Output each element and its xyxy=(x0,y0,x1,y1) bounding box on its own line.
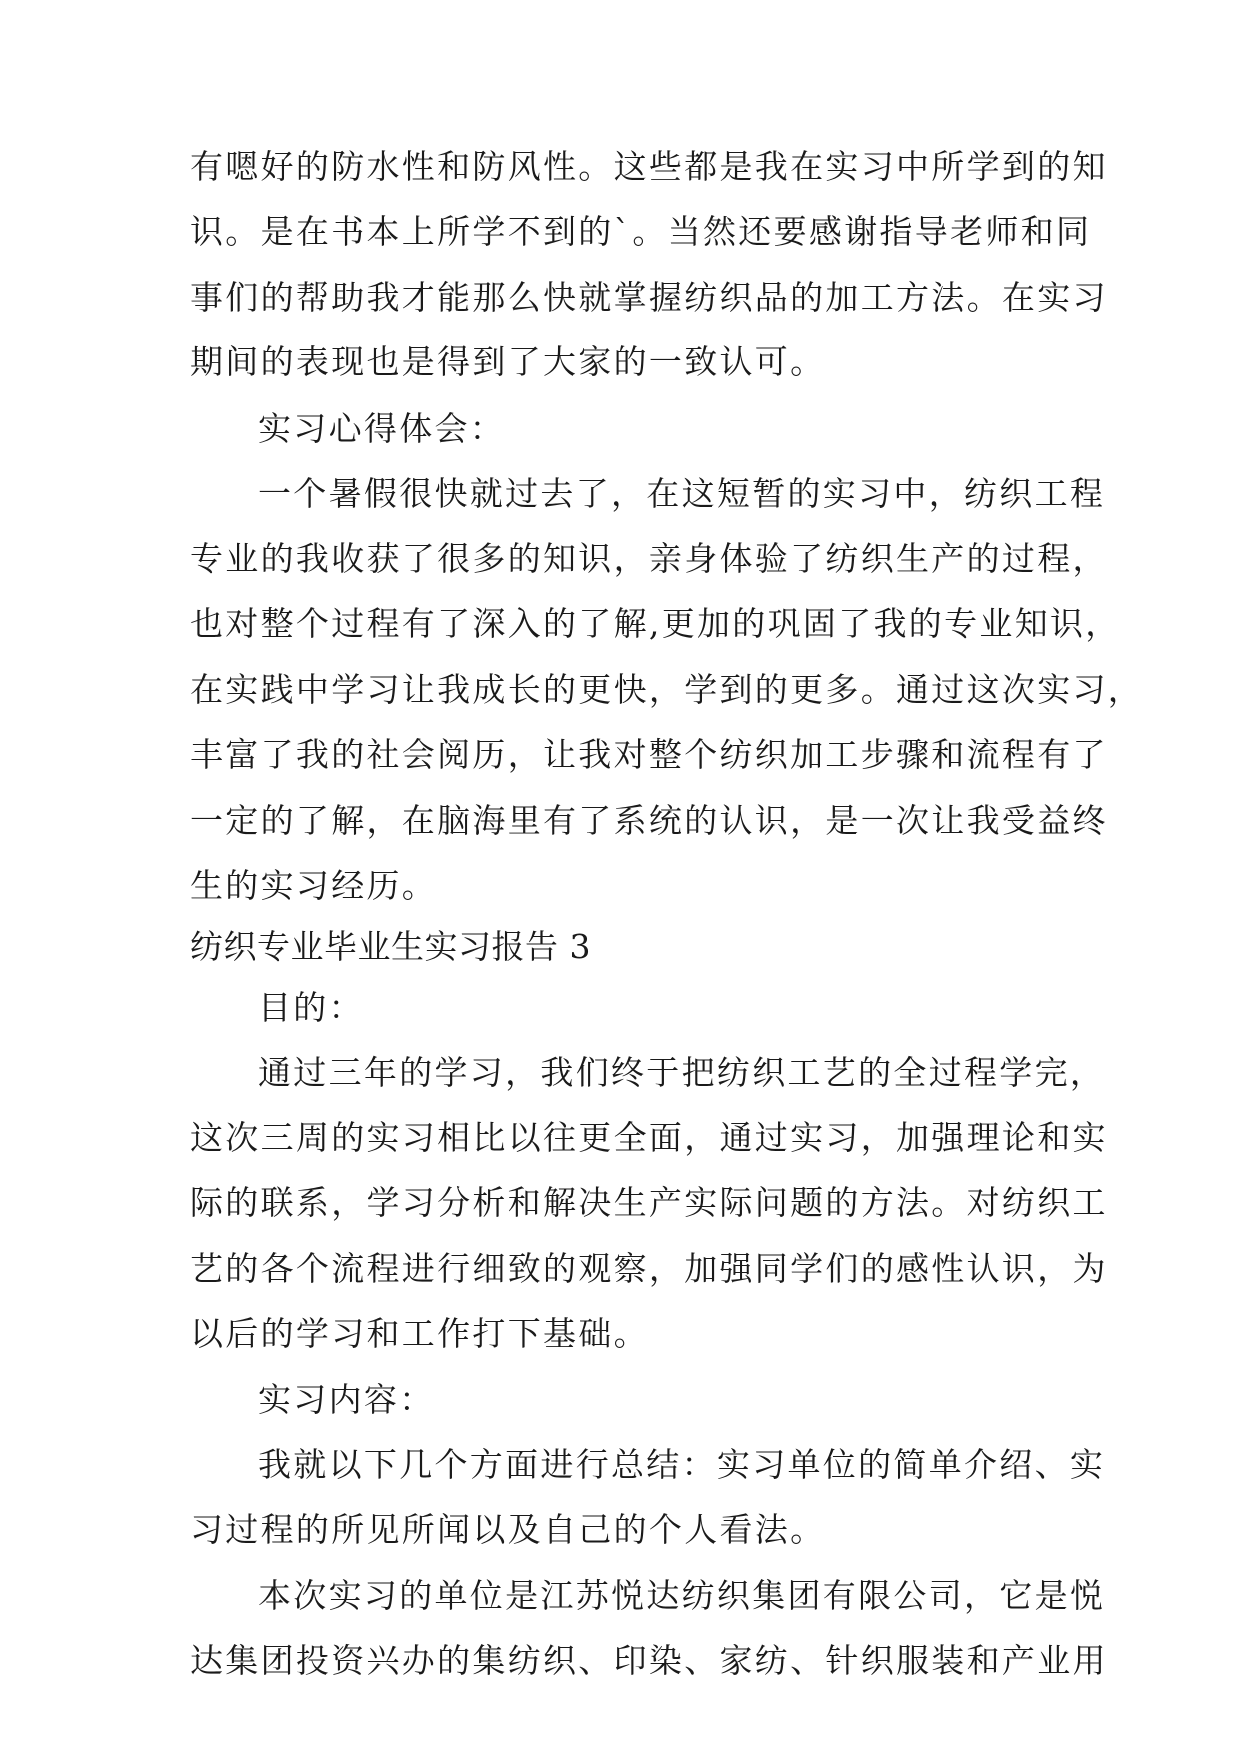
paragraph-line: 生的实习经历。 xyxy=(190,866,438,905)
paragraph-line: 在实践中学习让我成长的更快，学到的更多。通过这次实习， xyxy=(190,670,1144,709)
paragraph-line: 专业的我收获了很多的知识，亲身体验了纺织生产的过程， xyxy=(190,539,1108,578)
paragraph-line: 一定的了解，在脑海里有了系统的认识，是一次让我受益终 xyxy=(190,801,1108,840)
paragraph-line: 本次实习的单位是江苏悦达纺织集团有限公司，它是悦 xyxy=(258,1576,1106,1615)
paragraph-line: 习过程的所见所闻以及自己的个人看法。 xyxy=(190,1510,826,1549)
paragraph-line: 期间的表现也是得到了大家的一致认可。 xyxy=(190,342,826,381)
paragraph-line: 以后的学习和工作打下基础。 xyxy=(190,1314,649,1353)
paragraph-line: 际的联系，学习分析和解决生产实际问题的方法。对纺织工 xyxy=(190,1183,1108,1222)
paragraph-line: 我就以下几个方面进行总结：实习单位的简单介绍、实 xyxy=(258,1445,1106,1484)
paragraph-line: 识。是在书本上所学不到的`。当然还要感谢指导老师和同 xyxy=(190,212,1092,251)
paragraph-line: 丰富了我的社会阅历，让我对整个纺织加工步骤和流程有了 xyxy=(190,735,1108,774)
paragraph-line: 艺的各个流程进行细致的观察，加强同学们的感性认识，为 xyxy=(190,1249,1108,1288)
paragraph-line: 通过三年的学习，我们终于把纺织工艺的全过程学完， xyxy=(258,1053,1106,1092)
paragraph-line: 一个暑假很快就过去了，在这短暂的实习中，纺织工程 xyxy=(258,474,1106,513)
paragraph-line: 事们的帮助我才能那么快就掌握纺织品的加工方法。在实习 xyxy=(190,278,1108,317)
section-label: 实习心得体会： xyxy=(258,409,506,448)
paragraph-line: 达集团投资兴办的集纺织、印染、家纺、针织服装和产业用 xyxy=(190,1641,1108,1680)
paragraph-line: 这次三周的实习相比以往更全面，通过实习，加强理论和实 xyxy=(190,1118,1108,1157)
paragraph-line: 有嗯好的防水性和防风性。这些都是我在实习中所学到的知 xyxy=(190,147,1108,186)
section-label: 目的： xyxy=(258,988,364,1027)
report-title: 纺织专业毕业生实习报告 3 xyxy=(190,927,591,966)
section-label: 实习内容： xyxy=(258,1380,435,1419)
paragraph-line: 也对整个过程有了深入的了解,更加的巩固了我的专业知识， xyxy=(190,604,1121,643)
